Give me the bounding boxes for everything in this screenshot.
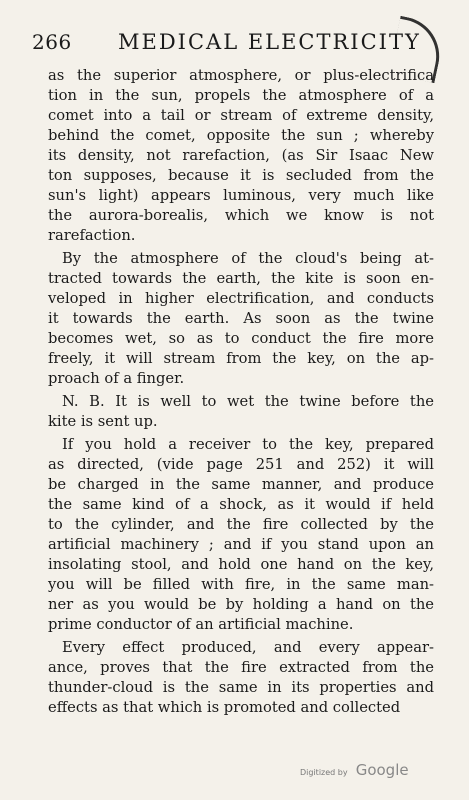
text-line: rarefaction. bbox=[48, 227, 136, 244]
text-line: artificial machinery ; and if you stand upon an bbox=[48, 536, 434, 553]
text-line: ance, proves that the fire extracted from the bbox=[48, 659, 434, 676]
text-line: behind the comet, opposite the sun ; whereby bbox=[48, 127, 434, 144]
text-line: the aurora-borealis, which we know is not bbox=[48, 207, 434, 224]
text-line: kite is sent up. bbox=[48, 413, 158, 430]
text-line: you will be filled with fire, in the same man- bbox=[48, 576, 434, 593]
body-text bbox=[48, 66, 434, 718]
paragraph bbox=[48, 249, 434, 389]
text-line: proach of a finger. bbox=[48, 370, 185, 387]
page-number: 266 bbox=[32, 30, 72, 54]
text-line: the same kind of a shock, as it would if held bbox=[48, 496, 434, 513]
text-line: as directed, (vide page 251 and 252) it will bbox=[48, 456, 434, 473]
paragraph bbox=[48, 392, 434, 432]
page-header bbox=[32, 30, 452, 64]
text-line: tion in the sun, propels the atmosphere of a bbox=[48, 87, 434, 104]
google-brand: Google bbox=[355, 761, 409, 779]
text-line: ton supposes, because it is secluded from the bbox=[48, 167, 434, 184]
text-line: comet into a tail or stream of extreme density, bbox=[48, 107, 434, 124]
text-line: freely, it will stream from the key, on the ap- bbox=[48, 350, 434, 367]
text-line: its density, not rarefaction, (as Sir Isaac New bbox=[48, 147, 434, 164]
text-line: be charged in the same manner, and produce bbox=[48, 476, 434, 493]
text-line: ner as you would be by holding a hand on the bbox=[48, 596, 434, 613]
text-line: By the atmosphere of the cloud's being at- bbox=[62, 250, 434, 267]
text-line: becomes wet, so as to conduct the fire more bbox=[48, 330, 434, 347]
text-line: sun's light) appears luminous, very much like bbox=[48, 187, 434, 204]
text-line: N. B. It is well to wet the twine before the bbox=[62, 393, 434, 410]
text-line: it towards the earth. As soon as the twine bbox=[48, 310, 434, 327]
text-line: If you hold a receiver to the key, prepared bbox=[62, 436, 434, 453]
text-line: insolating stool, and hold one hand on the key, bbox=[48, 556, 434, 573]
text-line: prime conductor of an artificial machine. bbox=[48, 616, 354, 633]
text-line: as the superior atmosphere, or plus-electrifica bbox=[48, 67, 434, 84]
text-line: effects as that which is promoted and collected bbox=[48, 699, 401, 716]
digitized-by-label: Digitized by bbox=[300, 768, 348, 777]
digitization-watermark bbox=[300, 760, 409, 779]
paragraph bbox=[48, 638, 434, 718]
text-line: Every effect produced, and every appear- bbox=[62, 639, 434, 656]
text-line: veloped in higher electrification, and conducts bbox=[48, 290, 434, 307]
paragraph bbox=[48, 66, 434, 246]
paragraph bbox=[48, 435, 434, 635]
text-line: to the cylinder, and the fire collected by the bbox=[48, 516, 434, 533]
running-head: MEDICAL ELECTRICITY bbox=[118, 30, 421, 54]
text-line: tracted towards the earth, the kite is soon en- bbox=[48, 270, 434, 287]
text-line: thunder-cloud is the same in its properties and bbox=[48, 679, 434, 696]
